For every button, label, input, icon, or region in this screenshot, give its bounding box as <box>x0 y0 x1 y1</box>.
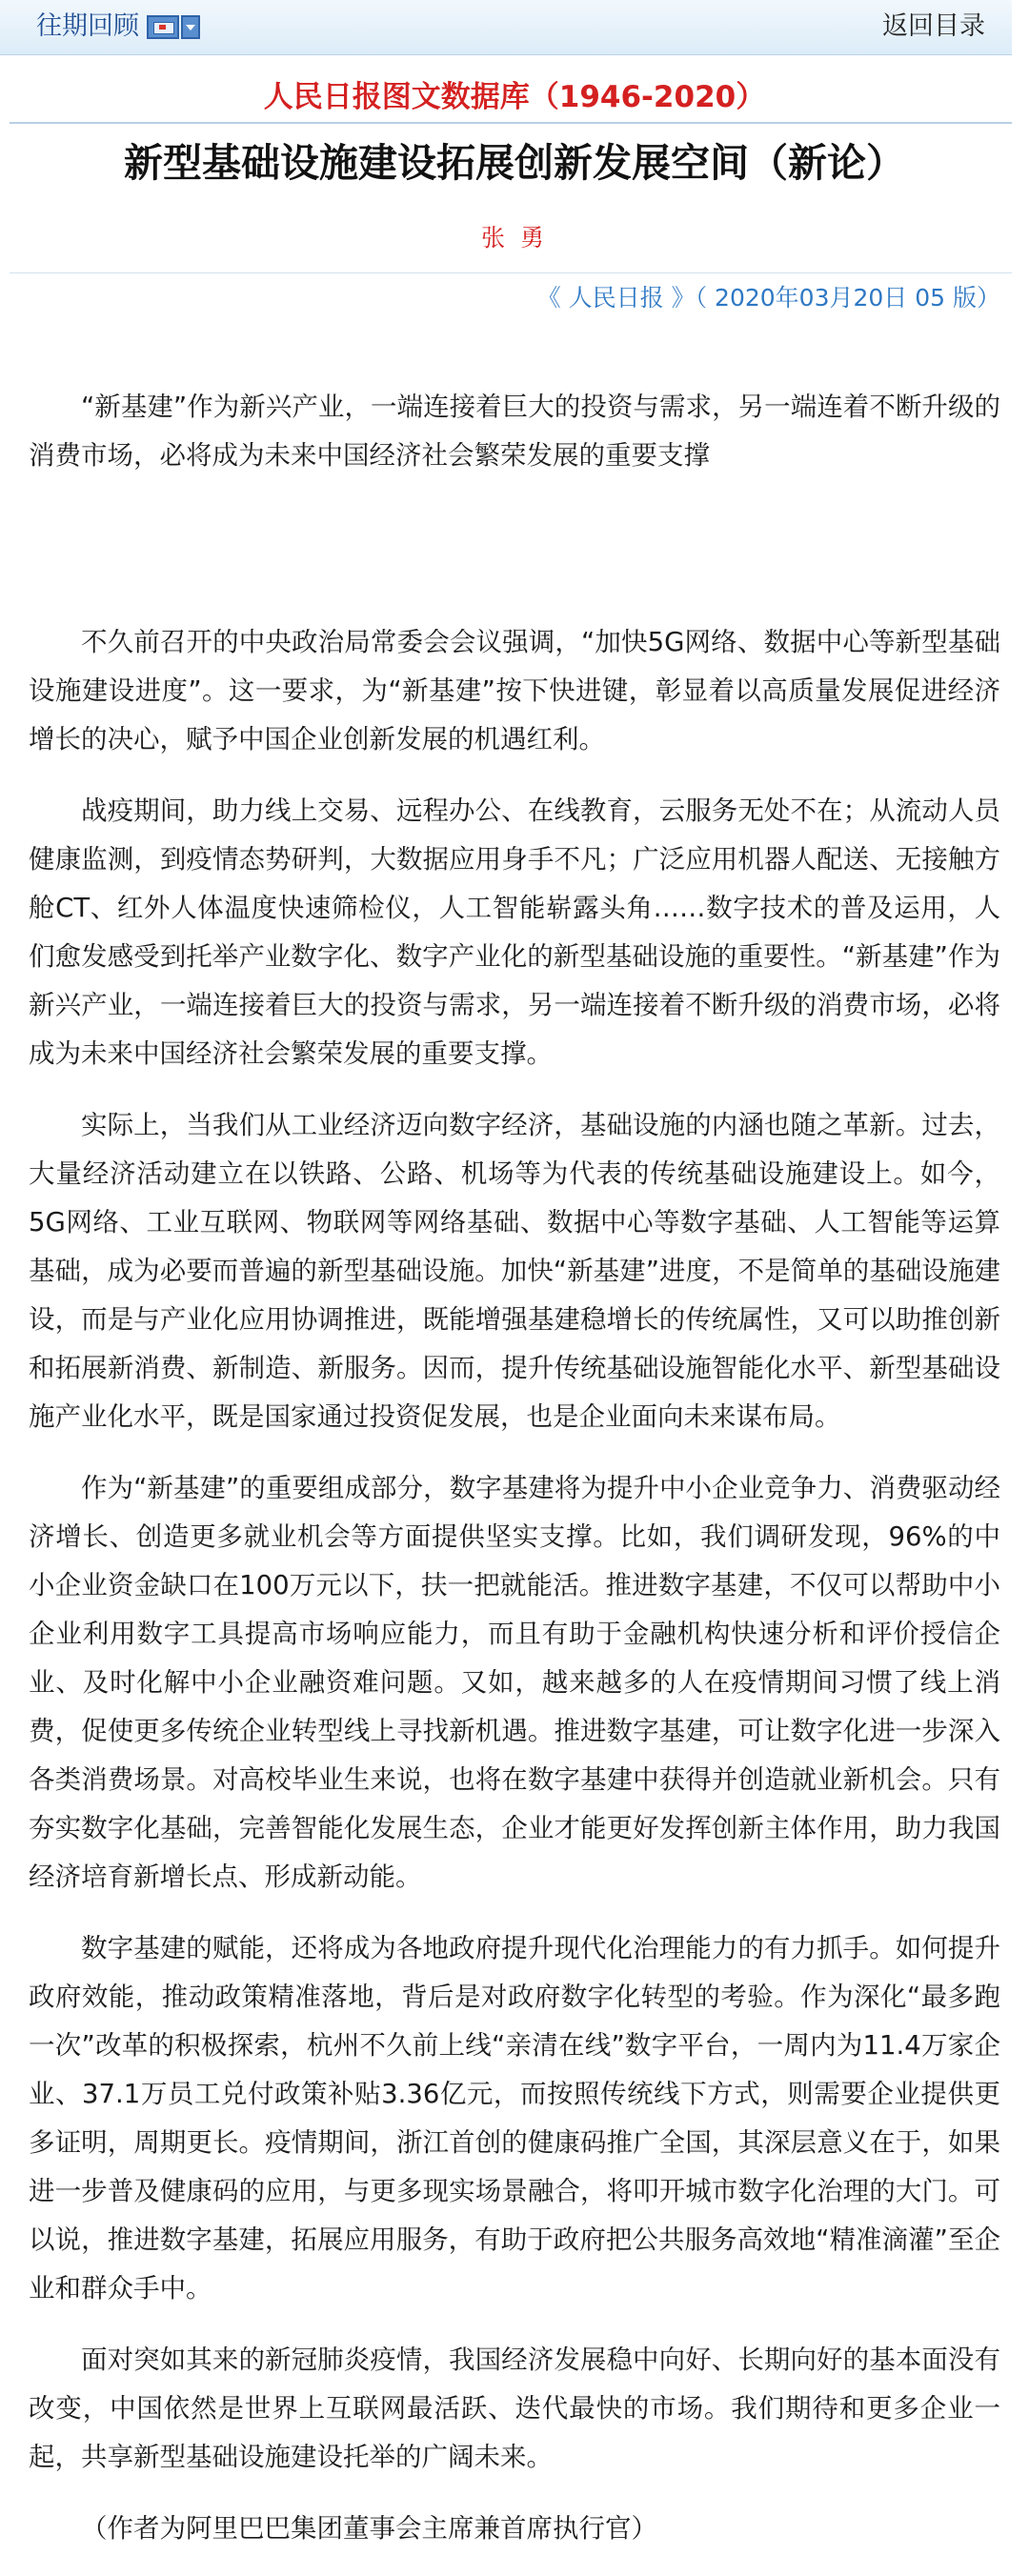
article-lead: “新基建”作为新兴产业，一端连接着巨大的投资与需求，另一端连着不断升级的消费市场，必将成为未来中国经济社会繁荣发展的重要支撑 <box>29 392 1000 471</box>
author-signature: （作者为阿里巴巴集团董事会主席兼首席执行官） <box>81 2513 657 2544</box>
article-paragraph: 实际上，当我们从工业经济迈向数字经济，基础设施的内涵也随之革新。过去，大量经济活动建立在以铁路、公路、机场等为代表的传统基础设施建设上。如今，5G网络、工业互联网、物联网等网络基础、数据中心等数字基础、人工智能等运算基础，成为必要而普遍的新型基础设施。加快“新基建”进度，不是简单的基础设施建设，而是与产业化应用协调推进，既能增强基建稳增长的传统属性，又可以助推创新和拓展新消费、新制造、新服务。因而，提升传统基础设施智能化水平、新型基础设施产业化水平，既是国家通过投资促发展，也是企业面向未来谋布局。 <box>29 1110 1000 1432</box>
article-body <box>29 383 1000 2576</box>
brand-divider <box>10 122 1012 124</box>
article-source: 《 人民日报 》（ 2020年03月20日 05 版） <box>536 284 1000 312</box>
article-paragraph: 作为“新基建”的重要组成部分，数字基建将为提升中小企业竞争力、消费驱动经济增长、创造更多就业机会等方面提供坚实支撑。比如，我们调研发现，96%的中小企业资金缺口在100万元以下，扶一把就能活。推进数字基建，不仅可以帮助中小企业利用数字工具提高市场响应能力，而且有助于金融机构快速分析和评价授信企业、及时化解中小企业融资难问题。又如，越来越多的人在疫情期间习惯了线上消费，促使更多传统企业转型线上寻找新机遇。推进数字基建，可让数字化进一步深入各类消费场景。对高校毕业生来说，也将在数字基建中获得并创造就业新机会。只有夯实数字化基础，完善智能化发展生态，企业才能更好发挥创新主体作用，助力我国经济培育新增长点、形成新动能。 <box>29 1473 1000 1892</box>
top-navigation-bar <box>0 0 1012 55</box>
back-to-contents-link[interactable]: 返回目录 <box>882 11 985 41</box>
past-issues-label: 往期回顾 <box>36 11 139 41</box>
meta-divider <box>10 272 1012 273</box>
article-paragraph: 数字基建的赋能，还将成为各地政府提升现代化治理能力的有力抓手。如何提升政府效能，推动政策精准落地，背后是对政府数字化转型的考验。作为深化“最多跑一次”改革的积极探索，杭州不久前上线“亲清在线”数字平台，一周内为11.4万家企业、37.1万员工兑付政策补贴3.36亿元，而按照传统线下方式，则需要企业提供更多证明，周期更长。疫情期间，浙江首创的健康码推广全国，其深层意义在于，如果进一步普及健康码的应用，与更多现实场景融合，将叩开城市数字化治理的大门。可以说，推进数字基建，拓展应用服务，有助于政府把公共服务高效地“精准滴灌”至企业和群众手中。 <box>29 1933 1000 2304</box>
calendar-icon[interactable] <box>147 15 179 39</box>
database-brand-title: 人民日报图文数据库（1946-2020） <box>263 80 766 114</box>
article-paragraph: 面对突如其来的新冠肺炎疫情，我国经济发展稳中向好、长期向好的基本面没有改变，中国依然是世界上互联网最活跃、迭代最快的市场。我们期待和更多企业一起，共享新型基础设施建设托举的广阔未来。 <box>29 2345 1000 2472</box>
article-paragraph: 不久前召开的中央政治局常委会会议强调，“加快5G网络、数据中心等新型基础设施建设进度”。这一要求，为“新基建”按下快进键，彰显着以高质量发展促进经济增长的决心，赋予中国企业创新发展的机遇红利。 <box>29 627 1000 755</box>
past-issues-link[interactable] <box>36 10 200 43</box>
chevron-down-icon[interactable] <box>181 15 200 39</box>
article-title: 新型基础设施建设拓展创新发展空间（新论） <box>124 140 905 186</box>
article-paragraph: 战疫期间，助力线上交易、远程办公、在线教育，云服务无处不在；从流动人员健康监测，到疫情态势研判，大数据应用身手不凡；广泛应用机器人配送、无接触方舱CT、红外人体温度快速筛检仪，人工智能崭露头角……数字技术的普及运用，人们愈发感受到托举产业数字化、数字产业化的新型基础设施的重要性。“新基建”作为新兴产业，一端连接着巨大的投资与需求，另一端连接着不断升级的消费市场，必将成为未来中国经济社会繁荣发展的重要支撑。 <box>29 795 1000 1069</box>
article-author: 张 勇 <box>481 224 548 252</box>
